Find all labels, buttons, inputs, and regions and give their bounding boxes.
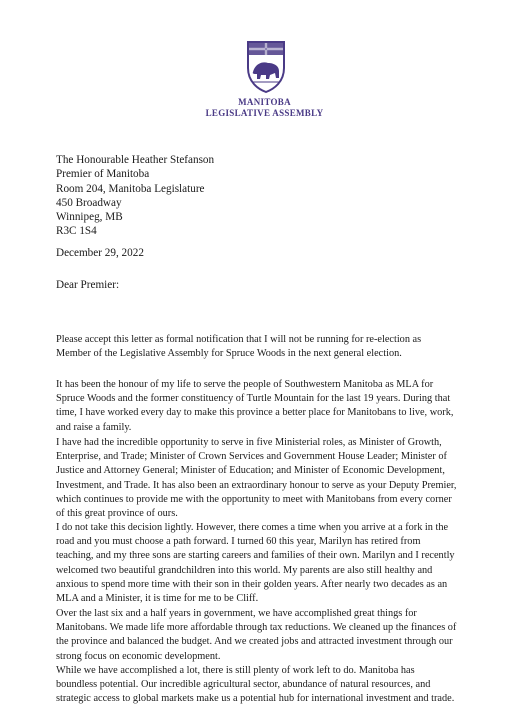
- text-line: Please accept this letter as formal notification that I will not be running for re-election as: [56, 334, 422, 345]
- text-line: Manitobans. We made life more affordable through tax reductions. We cleaned up the finances of: [56, 622, 457, 634]
- text-line: anxious to spend more time with their son in their golden years. After nearly two decades as an: [56, 578, 448, 590]
- text-line: MLA and a Minister, it is time for me to be Cliff.: [56, 593, 259, 605]
- org-name-line1: MANITOBA: [238, 97, 291, 107]
- recipient-room: Room 204, Manitoba Legislature: [56, 182, 205, 195]
- paragraph-service: [56, 378, 496, 435]
- text-line: of this great province of ours.: [56, 508, 178, 520]
- text-line: welcomed two beautiful grandchildren into this world. My parents are also still healthy and: [56, 564, 433, 576]
- text-line: I have had the incredible opportunity to serve in five Ministerial roles, as Minister of Growth,: [56, 437, 442, 448]
- text-line: Over the last six and a half years in government, we have accomplished great things for: [56, 608, 417, 619]
- text-line: boundless potential. Our incredible agricultural sector, abundance of natural resources, and: [56, 679, 431, 691]
- text-line: and raise a family.: [56, 421, 132, 433]
- text-line: Justice and Attorney General; Minister of Education; and Minister of Economic Development,: [56, 465, 445, 477]
- text-line: Spruce Woods and the former constituency of Turtle Mountain for the last 19 years. During that: [56, 393, 451, 405]
- paragraph-future-work: [56, 664, 496, 707]
- text-line: strategic access to global markets make us a potential hub for international investment and trade.: [56, 693, 455, 705]
- text-line: the province and balanced the budget. And we created jobs and attracted investment through our: [56, 636, 453, 648]
- text-line: teaching, and my three sons are starting careers and families of their own. Marilyn and I recently: [56, 550, 455, 562]
- paragraph-notification: [56, 333, 496, 361]
- text-line: strong focus on economic development.: [56, 650, 221, 662]
- recipient-address: [56, 153, 214, 239]
- paragraph-decision: [56, 521, 496, 606]
- recipient-name: The Honourable Heather Stefanson: [56, 154, 215, 166]
- text-line: road and you must choose a path forward. I turned 60 this year, Marilyn has retired from: [56, 536, 421, 548]
- text-line: which continues to provide me with the opportunity to meet with Manitobans from every corner: [56, 493, 452, 505]
- paragraph-accomplishments: [56, 607, 496, 664]
- text-line: I do not take this decision lightly. However, there comes a time when you arrive at a fork in the: [56, 522, 449, 533]
- text-line: Enterprise, and Trade; Minister of Crown Services and Government House Leader; Minister of: [56, 451, 447, 463]
- recipient-postal-code: R3C 1S4: [56, 225, 97, 238]
- recipient-title: Premier of Manitoba: [56, 168, 150, 181]
- salutation: Dear Premier:: [56, 279, 120, 291]
- recipient-street: 450 Broadway: [56, 196, 122, 209]
- manitoba-coat-of-arms-icon: [244, 38, 288, 94]
- org-name-line2: LEGISLATIVE ASSEMBLY: [205, 108, 324, 118]
- recipient-city: Winnipeg, MB: [56, 211, 123, 224]
- text-line: time, I have worked every day to make this province a better place for Manitobans to live, work,: [56, 407, 454, 419]
- paragraph-ministerial-roles: [56, 436, 496, 521]
- text-line: It has been the honour of my life to serve the people of Southwestern Manitoba as MLA for: [56, 379, 434, 390]
- text-line: Investment, and Trade. It has also been an extraordinary honour to serve as your Deputy Premier,: [56, 479, 457, 491]
- text-line: Member of the Legislative Assembly for Spruce Woods in the next general election.: [56, 348, 402, 360]
- letter-date: December 29, 2022: [56, 247, 144, 259]
- text-line: While we have accomplished a lot, there is still plenty of work left to do. Manitoba has: [56, 665, 415, 676]
